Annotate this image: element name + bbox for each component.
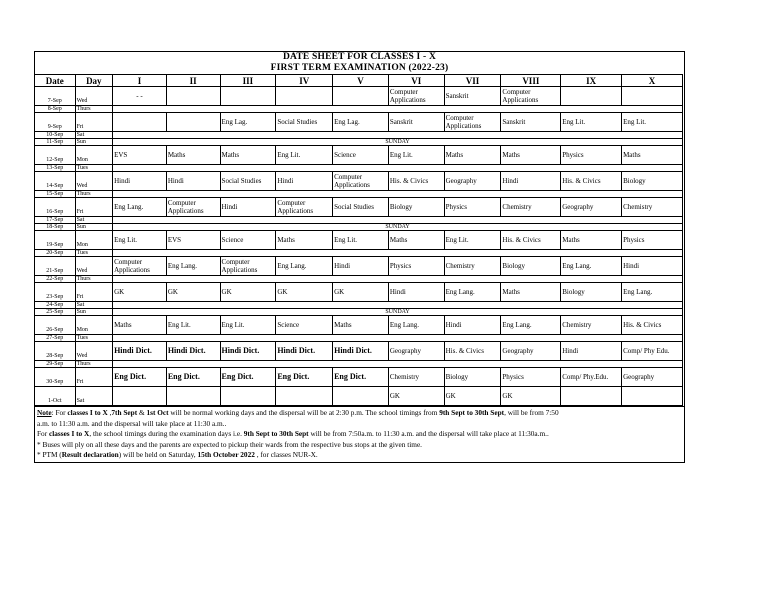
subject-cell: Geography [561, 198, 622, 217]
date-cell: 7-Sep [35, 87, 76, 106]
table-row [35, 387, 683, 406]
day-cell: Sun [75, 224, 113, 231]
subject-cell: Biology [622, 172, 683, 191]
title-line-1: DATE SHEET FOR CLASSES I - X [282, 52, 437, 62]
column-header: IX [561, 75, 622, 87]
holiday-cell [113, 132, 683, 139]
subject-cell [276, 87, 333, 106]
subject-cell: GK [333, 283, 389, 302]
subject-cell: Physics [561, 146, 622, 165]
date-cell: 25-Sep [35, 309, 76, 316]
subject-cell: Computer Applications [276, 198, 333, 217]
day-cell: Thurs [75, 276, 113, 283]
note-line-3: * Buses will ply on all these days and the parents are expected to pickup their wards from the respective bus stops at the given time. [37, 439, 423, 449]
subject-cell: Hindi [276, 172, 333, 191]
subject-cell: Computer Applications [166, 198, 220, 217]
subject-cell: Physics [501, 368, 561, 387]
subject-cell: Hindi [444, 316, 501, 335]
date-cell: 19-Sep [35, 231, 76, 250]
subject-cell: Social Studies [220, 172, 276, 191]
day-cell: Wed [75, 172, 113, 191]
sunday-cell: SUNDAY [113, 309, 683, 316]
subject-cell: GK [113, 283, 167, 302]
sunday-cell: SUNDAY [113, 139, 683, 146]
subject-cell: Eng Lit. [220, 316, 276, 335]
subject-cell: Hindi [501, 172, 561, 191]
subject-cell: Maths [501, 283, 561, 302]
day-cell: Sat [75, 302, 113, 309]
table-row [35, 250, 683, 257]
day-cell: Tues [75, 335, 113, 342]
subject-cell: GK [220, 283, 276, 302]
subject-cell: Physics [388, 257, 444, 276]
holiday-cell [113, 361, 683, 368]
subject-cell: Maths [276, 231, 333, 250]
table-row [35, 283, 683, 302]
holiday-cell [113, 335, 683, 342]
subject-cell: Biology [444, 368, 501, 387]
day-cell: Wed [75, 257, 113, 276]
subject-cell: Eng Lit. [166, 316, 220, 335]
date-cell: 14-Sep [35, 172, 76, 191]
subject-cell: Hindi Dict. [333, 342, 389, 361]
notes-section [35, 406, 684, 462]
subject-cell: Eng Lang. [561, 257, 622, 276]
subject-cell: Maths [501, 146, 561, 165]
column-header: Day [75, 75, 113, 87]
subject-cell: Computer Applications [444, 113, 501, 132]
subject-cell: His. & Civics [561, 172, 622, 191]
subject-cell [333, 387, 389, 406]
subject-cell: Biology [501, 257, 561, 276]
date-cell: 12-Sep [35, 146, 76, 165]
date-cell: 24-Sep [35, 302, 76, 309]
subject-cell: Comp/ Phy Edu. [622, 342, 683, 361]
subject-cell: Maths [561, 231, 622, 250]
subject-cell: Eng Lit. [113, 231, 167, 250]
day-cell: Thurs [75, 106, 113, 113]
subject-cell: Hindi [113, 172, 167, 191]
day-cell: Fri [75, 283, 113, 302]
column-header: II [166, 75, 220, 87]
subject-cell: Physics [622, 231, 683, 250]
holiday-cell [113, 250, 683, 257]
subject-cell [113, 387, 167, 406]
subject-cell: Hindi [622, 257, 683, 276]
note-line-1: Note: For classes I to X ,7th Sept & 1st Oct will be normal working days and the dispersal will be at 2:30 p.m. The school timings from 9th Sept to 30th Sept, will be from 7:50 [37, 408, 559, 417]
subject-cell: Eng Dict. [166, 368, 220, 387]
table-row [35, 106, 683, 113]
subject-cell: Science [220, 231, 276, 250]
subject-cell [622, 387, 683, 406]
subject-cell: Eng Lang. [622, 283, 683, 302]
subject-cell: Hindi [166, 172, 220, 191]
day-cell: Fri [75, 368, 113, 387]
subject-cell: GK [276, 283, 333, 302]
table-row [35, 165, 683, 172]
date-cell: 15-Sep [35, 191, 76, 198]
date-cell: 28-Sep [35, 342, 76, 361]
table-row [35, 217, 683, 224]
date-cell: 23-Sep [35, 283, 76, 302]
subject-cell: Computer Applications [220, 257, 276, 276]
table-row [35, 231, 683, 250]
table-row [35, 87, 683, 106]
subject-cell [113, 113, 167, 132]
date-cell: 10-Sep [35, 132, 76, 139]
subject-cell: Eng Lang. [166, 257, 220, 276]
column-header: VIII [501, 75, 561, 87]
subject-cell: Chemistry [501, 198, 561, 217]
sunday-cell: SUNDAY [113, 224, 683, 231]
table-row [35, 257, 683, 276]
subject-cell: Eng Dict. [113, 368, 167, 387]
subject-cell: Maths [388, 231, 444, 250]
subject-cell [561, 387, 622, 406]
date-cell: 18-Sep [35, 224, 76, 231]
subject-cell: Maths [444, 146, 501, 165]
day-cell: Wed [75, 342, 113, 361]
subject-cell: Maths [113, 316, 167, 335]
subject-cell: Chemistry [444, 257, 501, 276]
subject-cell: His. & Civics [444, 342, 501, 361]
column-header: Date [35, 75, 76, 87]
subject-cell: Hindi [561, 342, 622, 361]
subject-cell: Maths [333, 316, 389, 335]
column-header: VI [388, 75, 444, 87]
subject-cell [333, 87, 389, 106]
subject-cell: Geography [622, 368, 683, 387]
day-cell: Sat [75, 132, 113, 139]
subject-cell: Science [276, 316, 333, 335]
title-line-2: FIRST TERM EXAMINATION (2022-23) [270, 63, 449, 73]
subject-cell: GK [388, 387, 444, 406]
subject-cell: Maths [220, 146, 276, 165]
subject-cell: Chemistry [561, 316, 622, 335]
table-body [35, 87, 683, 406]
day-cell: Tues [75, 250, 113, 257]
subject-cell: Eng Lit. [388, 146, 444, 165]
day-cell: Sat [75, 217, 113, 224]
subject-cell: Eng Dict. [333, 368, 389, 387]
table-row [35, 224, 683, 231]
holiday-cell [113, 191, 683, 198]
subject-cell: Eng Lang. [388, 316, 444, 335]
date-cell: 26-Sep [35, 316, 76, 335]
date-cell: 27-Sep [35, 335, 76, 342]
day-cell: Wed [75, 87, 113, 106]
subject-cell: Hindi Dict. [166, 342, 220, 361]
day-cell: Mon [75, 231, 113, 250]
sheet-title [35, 52, 684, 74]
date-cell: 13-Sep [35, 165, 76, 172]
subject-cell: Hindi Dict. [220, 342, 276, 361]
table-row [35, 276, 683, 283]
column-header: V [333, 75, 389, 87]
holiday-cell [113, 165, 683, 172]
date-cell: 16-Sep [35, 198, 76, 217]
subject-cell: Hindi [333, 257, 389, 276]
table-row [35, 113, 683, 132]
subject-cell: GK [501, 387, 561, 406]
day-cell: Sun [75, 139, 113, 146]
subject-cell: His. & Civics [501, 231, 561, 250]
subject-cell: Computer Applications [388, 87, 444, 106]
note-line-4: * PTM (Result declaration) will be held on Saturday, 15th October 2022 , for classes NUR-X. [37, 450, 318, 460]
column-header: I [113, 75, 167, 87]
subject-cell: Hindi Dict. [113, 342, 167, 361]
subject-cell: Eng Lit. [561, 113, 622, 132]
day-cell: Tues [75, 165, 113, 172]
date-cell: 11-Sep [35, 139, 76, 146]
subject-cell: - - [113, 87, 167, 106]
column-header: X [622, 75, 683, 87]
subject-cell: Biology [388, 198, 444, 217]
subject-cell: Science [333, 146, 389, 165]
subject-cell: Computer Applications [113, 257, 167, 276]
subject-cell: Chemistry [388, 368, 444, 387]
date-cell: 17-Sep [35, 217, 76, 224]
subject-cell: Maths [622, 146, 683, 165]
day-cell: Sat [75, 387, 113, 406]
subject-cell: Geography [388, 342, 444, 361]
column-header: VII [444, 75, 501, 87]
subject-cell: EVS [166, 231, 220, 250]
subject-cell: Computer Applications [501, 87, 561, 106]
date-sheet [34, 51, 685, 463]
column-header: IV [276, 75, 333, 87]
subject-cell: Eng Lang. [501, 316, 561, 335]
subject-cell: EVS [113, 146, 167, 165]
subject-cell: Eng Lit. [276, 146, 333, 165]
day-cell: Sun [75, 309, 113, 316]
table-row [35, 335, 683, 342]
subject-cell [166, 387, 220, 406]
table-row [35, 132, 683, 139]
day-cell: Thurs [75, 191, 113, 198]
subject-cell [276, 387, 333, 406]
table-row [35, 316, 683, 335]
subject-cell: Eng Lag. [220, 113, 276, 132]
subject-cell: Geography [444, 172, 501, 191]
note-line-1b: a.m. to 11:30 a.m. and the dispersal will take place at 11:30 a.m.. [37, 418, 227, 428]
holiday-cell [113, 276, 683, 283]
subject-cell: Sanskrit [501, 113, 561, 132]
holiday-cell [113, 106, 683, 113]
subject-cell: His. & Civics [622, 316, 683, 335]
header-row [35, 75, 683, 87]
subject-cell: Comp/ Phy.Edu. [561, 368, 622, 387]
subject-cell: Hindi [220, 198, 276, 217]
column-header: III [220, 75, 276, 87]
table-row [35, 139, 683, 146]
subject-cell [166, 87, 220, 106]
subject-cell [166, 113, 220, 132]
date-cell: 22-Sep [35, 276, 76, 283]
date-cell: 30-Sep [35, 368, 76, 387]
day-cell: Mon [75, 146, 113, 165]
subject-cell: Social Studies [276, 113, 333, 132]
subject-cell: Hindi [388, 283, 444, 302]
subject-cell: Eng Lag. [333, 113, 389, 132]
subject-cell: Social Studies [333, 198, 389, 217]
subject-cell: Geography [501, 342, 561, 361]
table-row [35, 342, 683, 361]
subject-cell: Eng Dict. [220, 368, 276, 387]
table-row [35, 191, 683, 198]
table-row [35, 172, 683, 191]
subject-cell: His. & Civics [388, 172, 444, 191]
subject-cell [561, 87, 622, 106]
subject-cell [622, 87, 683, 106]
table-row [35, 302, 683, 309]
subject-cell: Computer Applications [333, 172, 389, 191]
holiday-cell [113, 217, 683, 224]
subject-cell [220, 87, 276, 106]
day-cell: Thurs [75, 361, 113, 368]
date-cell: 21-Sep [35, 257, 76, 276]
subject-cell [220, 387, 276, 406]
subject-cell: Physics [444, 198, 501, 217]
subject-cell: Chemistry [622, 198, 683, 217]
date-cell: 20-Sep [35, 250, 76, 257]
date-cell: 9-Sep [35, 113, 76, 132]
subject-cell: Sanskrit [388, 113, 444, 132]
date-cell: 8-Sep [35, 106, 76, 113]
subject-cell: Eng Lang. [276, 257, 333, 276]
table-row [35, 368, 683, 387]
exam-table [34, 74, 683, 406]
table-row [35, 361, 683, 368]
subject-cell: Eng Dict. [276, 368, 333, 387]
table-row [35, 309, 683, 316]
day-cell: Mon [75, 316, 113, 335]
subject-cell: GK [166, 283, 220, 302]
subject-cell: Eng Lit. [444, 231, 501, 250]
table-row [35, 146, 683, 165]
date-cell: 1-Oct [35, 387, 76, 406]
subject-cell: Eng Lang. [113, 198, 167, 217]
holiday-cell [113, 302, 683, 309]
day-cell: Fri [75, 198, 113, 217]
subject-cell: Biology [561, 283, 622, 302]
subject-cell: Eng Lit. [622, 113, 683, 132]
subject-cell: Maths [166, 146, 220, 165]
subject-cell: GK [444, 387, 501, 406]
date-cell: 29-Sep [35, 361, 76, 368]
subject-cell: Hindi Dict. [276, 342, 333, 361]
day-cell: Fri [75, 113, 113, 132]
subject-cell: Eng Lit. [333, 231, 389, 250]
note-line-2: For classes I to X, the school timings during the examination days i.e. 9th Sept to 30th Sept will be from 7:50a.m. to 11:30 a.m. and the dispersal will take place at 11:30a.m.. [37, 429, 549, 439]
subject-cell: Sanskrit [444, 87, 501, 106]
table-row [35, 198, 683, 217]
subject-cell: Eng Lang. [444, 283, 501, 302]
